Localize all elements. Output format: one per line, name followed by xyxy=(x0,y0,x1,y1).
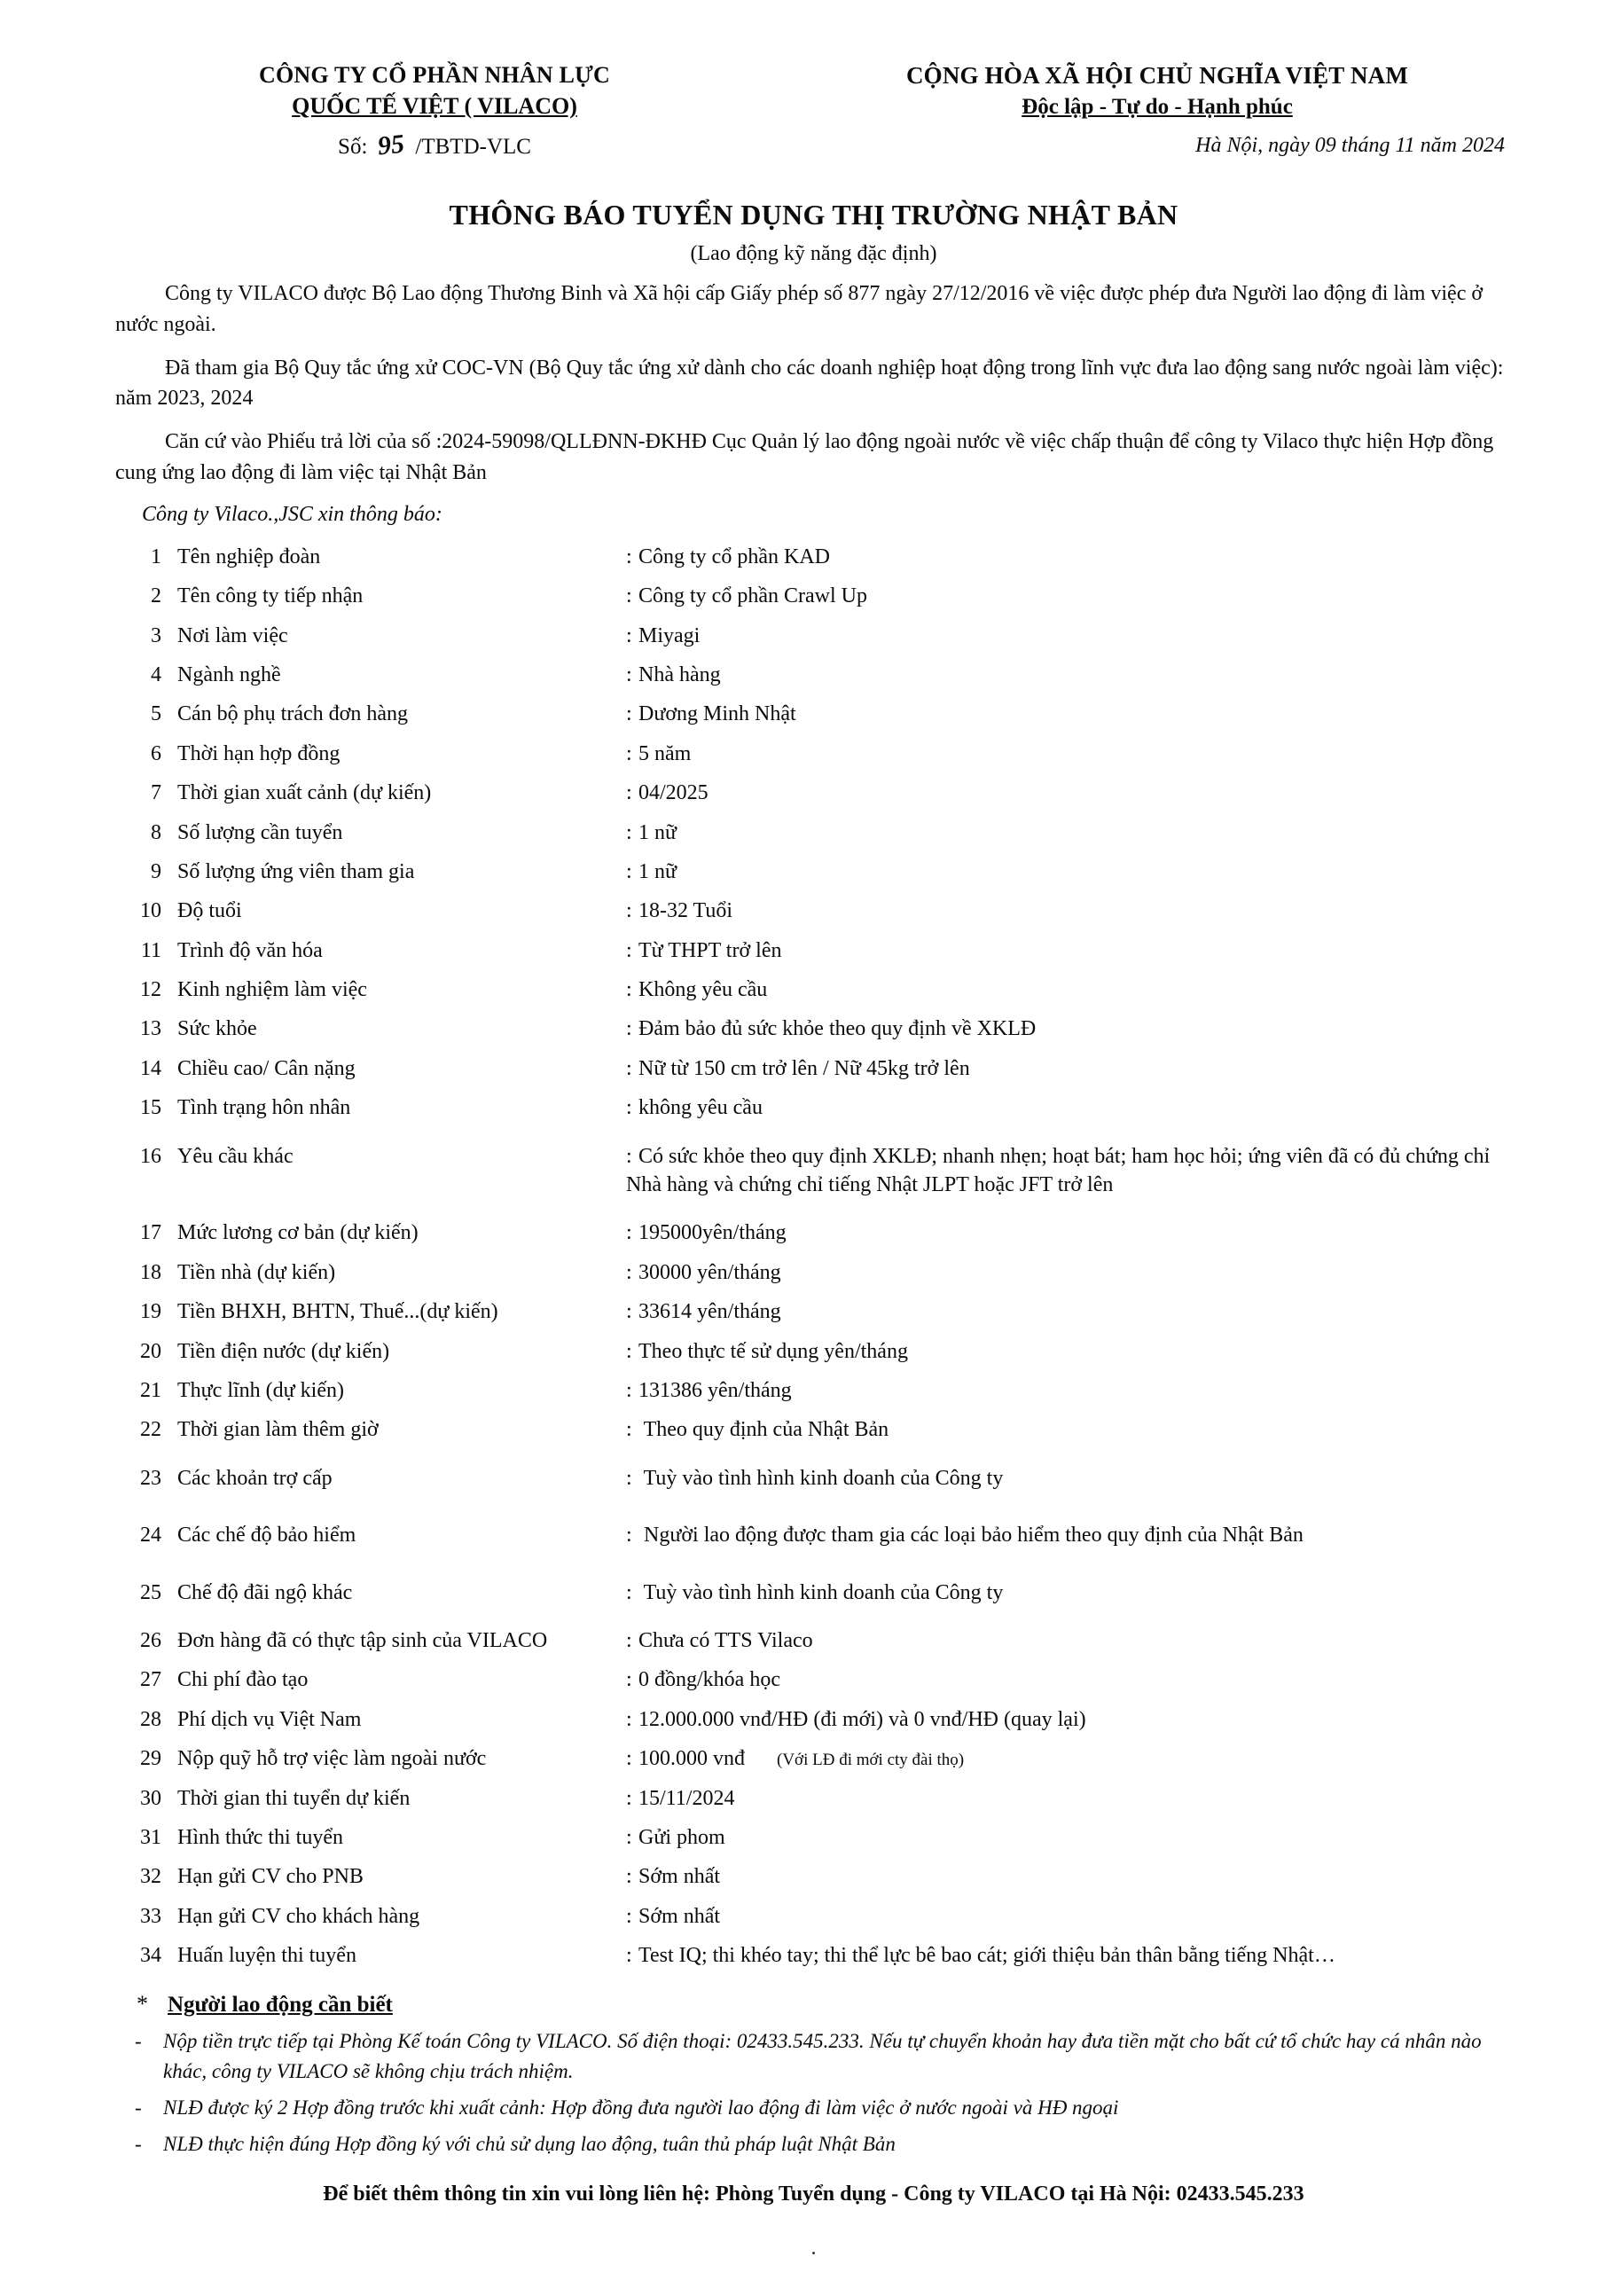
table-row xyxy=(115,1739,1512,1778)
row-label: Hình thức thi tuyển xyxy=(177,1825,343,1849)
table-row xyxy=(115,1371,1512,1410)
row-number: 31 xyxy=(140,1825,161,1849)
row-number: 23 xyxy=(140,1466,161,1490)
row-label: Thực lĩnh (dự kiến) xyxy=(177,1378,344,1402)
table-row xyxy=(115,734,1512,773)
page-subtitle: (Lao động kỹ năng đặc định) xyxy=(690,242,937,265)
row-label: Thời gian làm thêm giờ xyxy=(177,1418,379,1442)
row-label: Hạn gửi CV cho PNB xyxy=(177,1865,364,1889)
row-value: : 0 đồng/khóa học xyxy=(626,1668,780,1692)
row-value-note: (Với LĐ đi mới cty đài thọ) xyxy=(777,1751,965,1770)
list-item-text: NLĐ được ký 2 Hợp đồng trước khi xuất cảnh: Hợp đồng đưa người lao động đi làm việc ở nước ngoài và HĐ ngoại xyxy=(163,2096,1119,2120)
row-label: Phí dịch vụ Việt Nam xyxy=(177,1707,362,1731)
row-number: 28 xyxy=(140,1707,161,1731)
row-number: 10 xyxy=(140,899,161,923)
row-number: 16 xyxy=(140,1144,161,1168)
issuer-block xyxy=(115,62,683,161)
national-motto: Độc lập - Tự do - Hạnh phúc xyxy=(1022,95,1293,119)
row-number: 12 xyxy=(140,978,161,1002)
company-name-line1: CÔNG TY CỔ PHẦN NHÂN LỰC xyxy=(258,62,610,88)
table-row xyxy=(115,1450,1512,1507)
row-value: : Công ty cổ phần KAD xyxy=(626,545,830,568)
row-value: : Nữ từ 150 cm trở lên / Nữ 45kg trở lên xyxy=(626,1056,970,1080)
table-row xyxy=(115,1128,1512,1214)
row-label: Cán bộ phụ trách đơn hàng xyxy=(177,702,408,726)
row-label: Thời gian xuất cảnh (dự kiến) xyxy=(177,781,432,805)
row-label: Tiền BHXH, BHTN, Thuế...(dự kiến) xyxy=(177,1300,498,1324)
row-label: Tiền điện nước (dự kiến) xyxy=(177,1339,390,1363)
row-number: 27 xyxy=(140,1668,161,1692)
row-label: Chiều cao/ Cân nặng xyxy=(177,1056,356,1080)
row-value: : 15/11/2024 xyxy=(626,1786,735,1810)
row-number: 6 xyxy=(151,741,161,765)
document-header xyxy=(115,62,1512,161)
row-value: : Nhà hàng xyxy=(626,662,721,686)
table-row xyxy=(115,537,1512,576)
table-row xyxy=(115,1936,1512,1975)
document-number-suffix: /TBTD-VLC xyxy=(415,135,531,159)
place-and-date: Hà Nội, ngày 09 tháng 11 năm 2024 xyxy=(1195,134,1505,157)
row-label: Chi phí đào tạo xyxy=(177,1668,309,1692)
row-number: 17 xyxy=(140,1221,161,1245)
table-row xyxy=(115,1779,1512,1818)
row-number: 1 xyxy=(151,545,161,568)
row-value: : 1 nữ xyxy=(626,820,677,844)
row-label: Tên nghiệp đoàn xyxy=(177,545,321,568)
row-number: 5 xyxy=(151,702,161,726)
table-row xyxy=(115,931,1512,970)
table-row xyxy=(115,1897,1512,1936)
row-value: : Sớm nhất xyxy=(626,1904,721,1928)
table-row xyxy=(115,1088,1512,1127)
row-number: 4 xyxy=(151,662,161,686)
row-number: 7 xyxy=(151,781,161,805)
notice-list xyxy=(115,2026,1512,2159)
table-row xyxy=(115,813,1512,852)
row-number: 3 xyxy=(151,623,161,647)
row-number: 29 xyxy=(140,1747,161,1771)
table-row xyxy=(115,1818,1512,1857)
row-label: Huấn luyện thi tuyển xyxy=(177,1944,356,1968)
row-value: : Theo quy định của Nhật Bản xyxy=(626,1418,889,1442)
row-value: : Miyagi xyxy=(626,623,701,647)
row-value: : không yêu cầu xyxy=(626,1096,763,1120)
row-number: 9 xyxy=(151,859,161,883)
row-label: Số lượng cần tuyển xyxy=(177,820,343,844)
row-number: 15 xyxy=(140,1096,161,1120)
row-value: : 100.000 vnđ (Với LĐ đi mới cty đài thọ) xyxy=(626,1747,965,1771)
table-row xyxy=(115,616,1512,655)
dash-icon: - xyxy=(135,2133,142,2156)
row-value: : Từ THPT trở lên xyxy=(626,938,782,962)
table-row xyxy=(115,655,1512,694)
row-number: 18 xyxy=(140,1260,161,1284)
table-row xyxy=(115,1507,1512,1563)
row-value: : 04/2025 xyxy=(626,781,709,805)
row-number: 25 xyxy=(140,1580,161,1604)
table-row xyxy=(115,1857,1512,1896)
row-value: : Theo thực tế sử dụng yên/tháng xyxy=(626,1339,908,1363)
row-label: Các chế độ bảo hiểm xyxy=(177,1524,356,1548)
trailing-mark: . xyxy=(810,2236,817,2260)
announcement-line: Công ty Vilaco.,JSC xin thông báo: xyxy=(142,502,442,526)
national-title: CỘNG HÒA XÃ HỘI CHỦ NGHĨA VIỆT NAM xyxy=(905,62,1409,89)
intro-paragraph-2: Đã tham gia Bộ Quy tắc ứng xử COC-VN (Bộ Quy tắc ứng xử dành cho các doanh nghiệp hoạt động trong lĩnh vực đưa lao động sang nước ngoài làm việc): năm 2023, 2024 xyxy=(115,356,1504,411)
row-label: Trình độ văn hóa xyxy=(177,938,323,962)
row-number: 26 xyxy=(140,1628,161,1652)
document-number-value: 95 xyxy=(376,129,406,161)
row-label: Đơn hàng đã có thực tập sinh của VILACO xyxy=(177,1628,548,1652)
row-label: Nơi làm việc xyxy=(177,623,288,647)
table-row xyxy=(115,852,1512,891)
contact-line: Để biết thêm thông tin xin vui lòng liên hệ: Phòng Tuyển dụng - Công ty VILACO tại Hà Nội: 02433.545.233 xyxy=(323,2182,1304,2206)
row-number: 33 xyxy=(140,1904,161,1928)
row-value: : 30000 yên/tháng xyxy=(626,1260,781,1284)
table-row xyxy=(115,970,1512,1009)
row-value: : Tuỳ vào tình hình kinh doanh của Công ty xyxy=(626,1580,1004,1604)
row-label: Ngành nghề xyxy=(177,662,281,686)
worker-notice-heading xyxy=(115,1991,1512,2018)
row-number: 2 xyxy=(151,584,161,608)
row-number: 32 xyxy=(140,1865,161,1889)
table-row xyxy=(115,694,1512,733)
row-label: Độ tuổi xyxy=(177,899,242,923)
row-label: Thời hạn hợp đồng xyxy=(177,741,341,765)
row-number: 21 xyxy=(140,1378,161,1402)
list-item-text: NLĐ thực hiện đúng Hợp đồng ký với chủ sử dụng lao động, tuân thủ pháp luật Nhật Bản xyxy=(163,2133,896,2156)
row-label: Số lượng ứng viên tham gia xyxy=(177,859,415,883)
row-value: : Không yêu cầu xyxy=(626,978,768,1002)
row-value: : 195000yên/tháng xyxy=(626,1221,787,1245)
row-label: Kinh nghiệm làm việc xyxy=(177,978,367,1002)
intro-paragraph-3: Căn cứ vào Phiếu trả lời của số :2024-59098/QLLĐNN-ĐKHĐ Cục Quản lý lao động ngoài nước về việc chấp thuận để công ty Vilaco thực hiện Hợp đồng cung ứng lao động đi làm việc tại Nhật Bản xyxy=(115,430,1494,484)
row-label: Nộp quỹ hỗ trợ việc làm ngoài nước xyxy=(177,1747,487,1771)
row-label: Mức lương cơ bản (dự kiến) xyxy=(177,1221,419,1245)
intro-paragraph-1: Công ty VILACO được Bộ Lao động Thương Binh và Xã hội cấp Giấy phép số 877 ngày 27/12/2016 về việc được phép đưa Người lao động đi làm việc ở nước ngoài. xyxy=(115,282,1484,336)
row-value: : 1 nữ xyxy=(626,859,677,883)
row-label: Các khoản trợ cấp xyxy=(177,1466,333,1490)
row-label: Thời gian thi tuyển dự kiến xyxy=(177,1786,411,1810)
page-title: THÔNG BÁO TUYỂN DỤNG THỊ TRƯỜNG NHẬT BẢN xyxy=(449,199,1178,231)
row-value: : Người lao động được tham gia các loại bảo hiểm theo quy định của Nhật Bản xyxy=(626,1524,1304,1548)
row-number: 24 xyxy=(140,1524,161,1548)
row-number: 22 xyxy=(140,1418,161,1442)
row-label: Hạn gửi CV cho khách hàng xyxy=(177,1904,420,1928)
row-value: : Gửi phom xyxy=(626,1825,725,1849)
recruitment-details-table xyxy=(115,537,1512,1976)
row-label: Tình trạng hôn nhân xyxy=(177,1096,351,1120)
row-value: : 18-32 Tuổi xyxy=(626,899,733,923)
table-row xyxy=(115,1292,1512,1331)
table-row xyxy=(115,1049,1512,1088)
list-item-text: Nộp tiền trực tiếp tại Phòng Kế toán Công ty VILACO. Số điện thoại: 02433.545.233. Nếu tự chuyển khoản hay đưa tiền mặt cho bất cứ tổ chức hay cá nhân nào khác, công ty VILACO sẽ không chịu trách nhiệm. xyxy=(163,2030,1482,2082)
row-number: 11 xyxy=(140,938,161,962)
row-number: 19 xyxy=(140,1300,161,1324)
table-row xyxy=(115,1564,1512,1621)
row-number: 8 xyxy=(151,820,161,844)
row-label: Tên công ty tiếp nhận xyxy=(177,584,364,608)
list-item xyxy=(115,2026,1512,2086)
row-number: 34 xyxy=(140,1944,161,1968)
table-row xyxy=(115,1332,1512,1371)
row-value: : Đảm bảo đủ sức khỏe theo quy định về XKLĐ xyxy=(626,1017,1037,1041)
table-row xyxy=(115,1009,1512,1048)
table-row xyxy=(115,773,1512,812)
row-value: : 131386 yên/tháng xyxy=(626,1378,792,1402)
row-value: : Công ty cổ phần Crawl Up xyxy=(626,584,867,608)
national-header-block xyxy=(802,62,1512,158)
table-row xyxy=(115,1253,1512,1292)
row-value: : 12.000.000 vnđ/HĐ (đi mới) và 0 vnđ/HĐ (quay lại) xyxy=(626,1707,1086,1731)
row-value: : Sớm nhất xyxy=(626,1865,721,1889)
table-row xyxy=(115,1660,1512,1699)
list-item xyxy=(115,2129,1512,2159)
table-row xyxy=(115,1213,1512,1252)
list-item xyxy=(115,2093,1512,2122)
table-row xyxy=(115,891,1512,930)
table-row xyxy=(115,1700,1512,1739)
table-row xyxy=(115,1410,1512,1449)
document-number xyxy=(186,130,683,161)
row-value: : Dương Minh Nhật xyxy=(626,702,796,726)
row-number: 30 xyxy=(140,1786,161,1810)
row-value: : Có sức khỏe theo quy định XKLĐ; nhanh nhẹn; hoạt bát; ham học hỏi; ứng viên đã có đủ chứng chỉ Nhà hàng và chứng chỉ tiếng Nhật JLPT hoặc JFT trở lên xyxy=(626,1144,1491,1197)
document-number-label: Số: xyxy=(338,135,368,159)
row-value: : 33614 yên/tháng xyxy=(626,1300,781,1324)
dash-icon: - xyxy=(135,2096,142,2120)
table-row xyxy=(115,576,1512,615)
company-name-line2: QUỐC TẾ VIỆT ( VILACO) xyxy=(292,93,577,119)
row-label: Sức khỏe xyxy=(177,1017,257,1041)
row-value: : Tuỳ vào tình hình kinh doanh của Công ty xyxy=(626,1466,1004,1490)
table-row xyxy=(115,1621,1512,1660)
row-number: 13 xyxy=(140,1017,161,1041)
worker-notice-label: Người lao động cần biết xyxy=(168,1993,393,2018)
row-number: 14 xyxy=(140,1056,161,1080)
dash-icon: - xyxy=(135,2030,142,2053)
row-number: 20 xyxy=(140,1339,161,1363)
row-label: Tiền nhà (dự kiến) xyxy=(177,1260,336,1284)
asterisk-icon: * xyxy=(137,1991,148,2018)
row-value: : 5 năm xyxy=(626,741,692,765)
row-value: : Test IQ; thi khéo tay; thi thể lực bê bao cát; giới thiệu bản thân bằng tiếng Nhật… xyxy=(626,1944,1335,1968)
row-value: : Chưa có TTS Vilaco xyxy=(626,1628,813,1652)
row-label: Chế độ đãi ngộ khác xyxy=(177,1580,353,1604)
row-label: Yêu cầu khác xyxy=(177,1144,294,1168)
